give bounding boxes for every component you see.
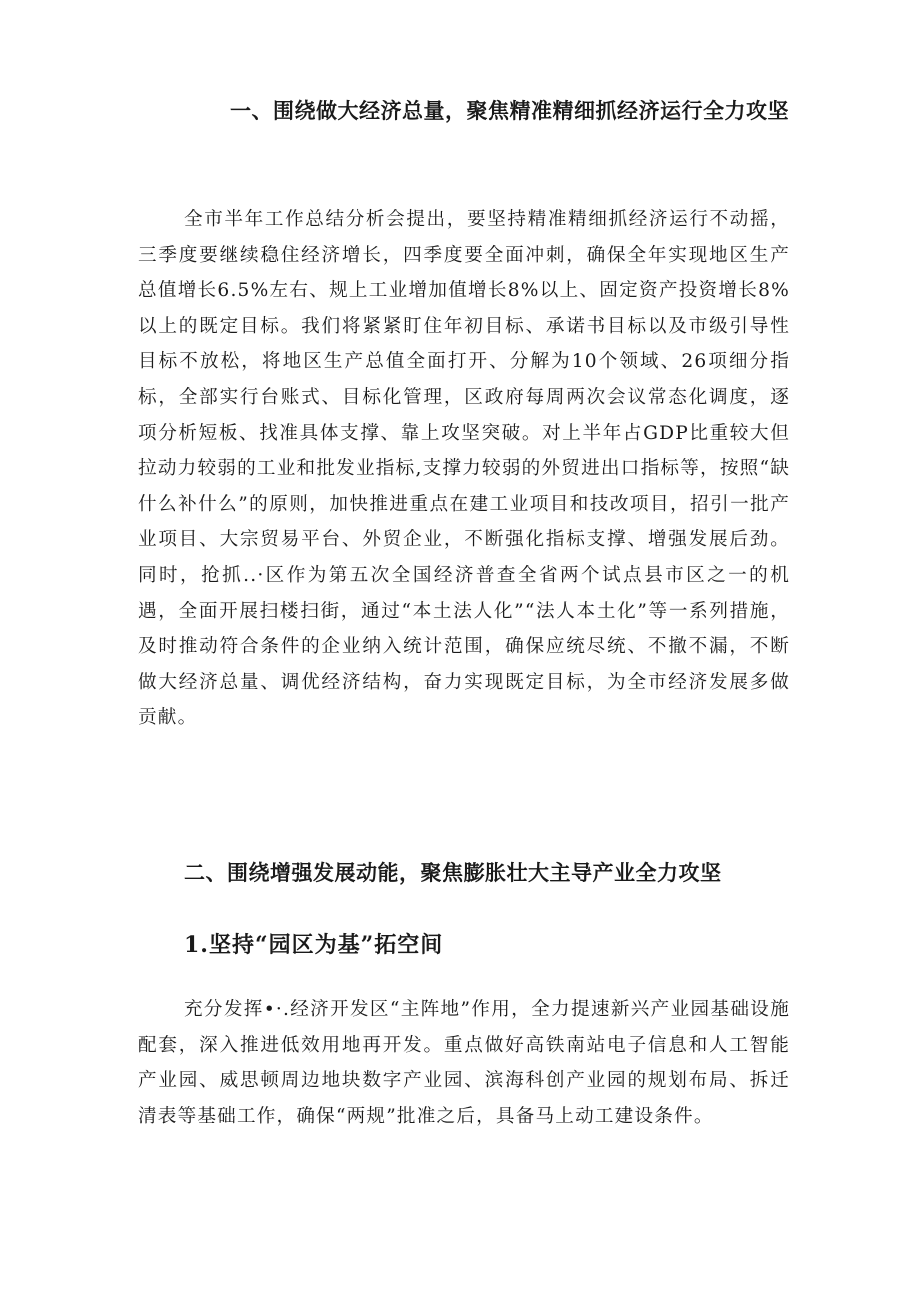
section2-subheading: 1.坚持“园区为基”拓空间 [184,932,444,958]
section2-heading: 二、围绕增强发展动能，聚焦膨胀壮大主导产业全力攻坚 [184,861,722,885]
section1-paragraph: 全市半年工作总结分析会提出，要坚持精准精细抓经济运行不动摇，三季度要继续稳住经济增长，四季度要全面冲刺，确保全年实现地区生产总值增长6.5%左右、规上工业增加值增长8%以上、固定资产投资增长8%以上的既定目标。我们将紧紧盯住年初目标、承诺书目标以及市级引导性目标不放松，将地区生产总值全面打开、分解为10个领域、26项细分指标，全部实行台账式、目标化管理，区政府每周两次会议常态化调度，逐项分析短板、找准具体支撑、靠上攻坚突破。对上半年占GDP比重较大但拉动力较弱的工业和批发业指标,支撑力较弱的外贸进出口指标等，按照“缺什么补什么”的原则，加快推进重点在建工业项目和技改项目，招引一批产业项目、大宗贸易平台、外贸企业，不断强化指标支撑、增强发展后劲。同时，抢抓..·区作为第五次全国经济普查全省两个试点县市区之一的机遇，全面开展扫楼扫街，通过“本土法人化”“法人本土化”等一系列措施，及时推动符合条件的企业纳入统计范围，确保应统尽统、不撤不漏，不断做大经济总量、调优经济结构，奋力实现既定目标，为全市经济发展多做贡献。 [138,209,790,729]
section1-heading: 一、围绕做大经济总量，聚焦精准精细抓经济运行全力攻坚 [230,99,789,123]
section2-paragraph: 充分发挥•·.经济开发区“主阵地”作用，全力提速新兴产业园基础设施配套，深入推进低效用地再开发。重点做好高铁南站电子信息和人工智能产业园、威思顿周边地块数字产业园、滨海科创产业园的规划布局、拆迁清表等基础工作，确保“两规”批准之后，具备马上动工建设条件。 [138,999,790,1127]
